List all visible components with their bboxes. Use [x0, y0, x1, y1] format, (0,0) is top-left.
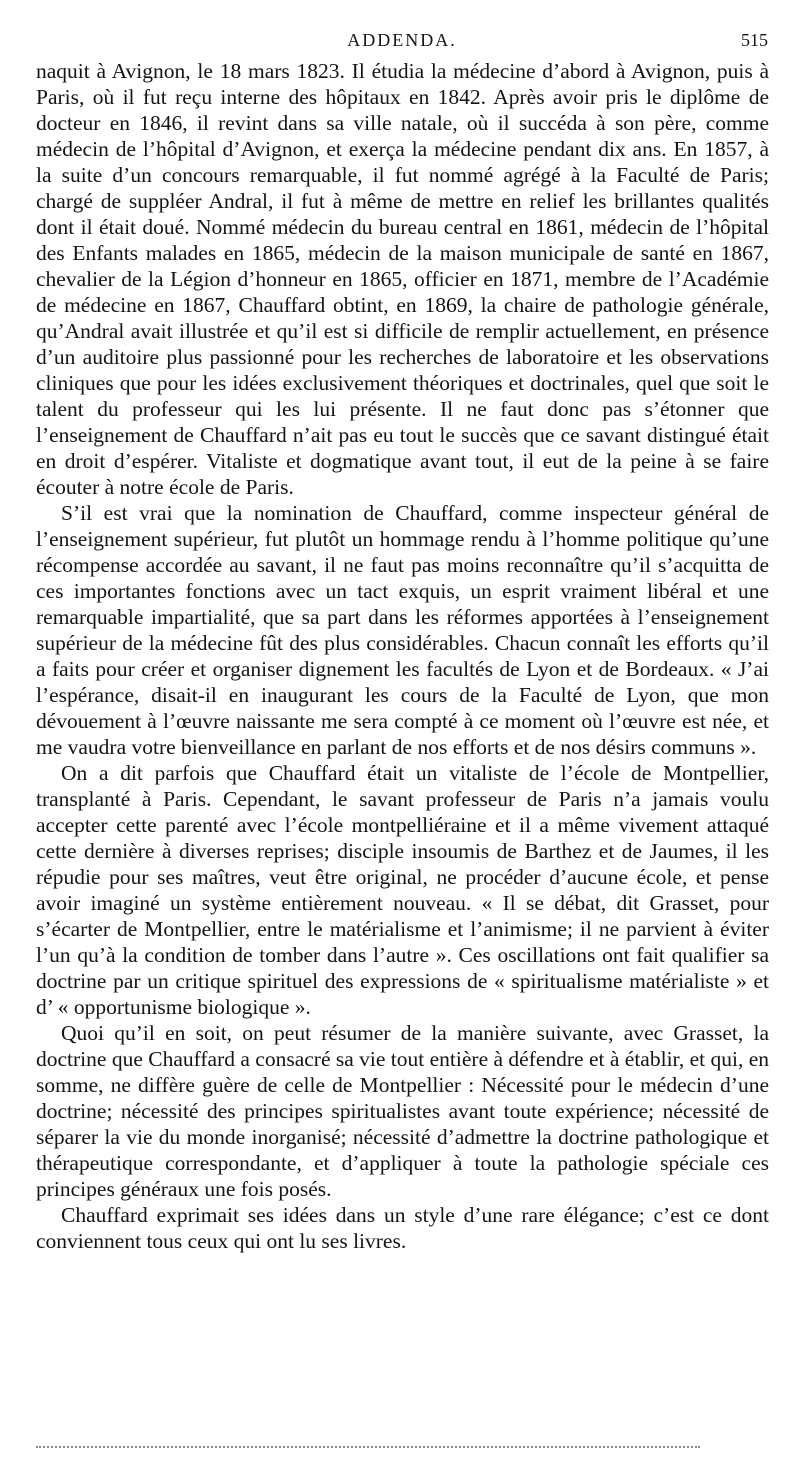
footer-dotted-rule: [36, 1446, 700, 1448]
paragraph-doctrine-summary: Quoi qu’il en soit, on peut résumer de la manière suivante, avec Grasset, la doctrine que Chauffard a consacré sa vie tout entière à défendre et à établir, et qui, en somme, ne diffère guère de celle de Montpellier : Nécessité pour le médecin d’une doctrine; nécessité des principes spiritualistes avant toute expérience; nécessité de séparer la vie du monde inorganisé; nécessité d’admettre la doctrine pathologique et thérapeutique correspondante, et d’appliquer à toute la pathologie spéciale ces principes généraux une fois posés.: [36, 1021, 769, 1201]
running-title: ADDENDA.: [347, 30, 457, 50]
body-text: [36, 58, 769, 1254]
paragraph-biography: naquit à Avignon, le 18 mars 1823. Il étudia la médecine d’abord à Avignon, puis à Paris, où il fut reçu interne des hôpitaux en 1842. Après avoir pris le diplôme de docteur en 1846, il revint dans sa ville natale, où il succéda à son père, comme médecin de l’hôpital d’Avignon, et exerça la médecine pendant dix ans. En 1857, à la suite d’un concours remarquable, il fut nommé agrégé à la Faculté de Paris; chargé de suppléer Andral, il fut à même de mettre en relief les brillantes qualités dont il était doué. Nommé médecin du bureau central en 1861, médecin de l’hôpital des Enfants malades en 1865, médecin de la maison municipale de santé en 1867, chevalier de la Légion d’honneur en 1865, officier en 1871, membre de l’Académie de médecine en 1867, Chauffard obtint, en 1869, la chaire de pathologie générale, qu’Andral avait illustrée et qu’il est si difficile de remplir actuellement, en présence d’un auditoire plus passionné pour les recherches de laboratoire et les observations cliniques que pour les idées exclusivement théoriques et doctrinales, quel que soit le talent du professeur qui les lui présente. Il ne faut donc pas s’étonner que l’enseignement de Chauffard n’ait pas eu tout le succès que ce savant distingué était en droit d’espérer. Vitaliste et dogmatique avant tout, il eut de la peine à se faire écouter à notre école de Paris.: [36, 59, 769, 499]
running-header: [36, 30, 768, 56]
paragraph-montpellier-vitalism: On a dit parfois que Chauffard était un vitaliste de l’école de Montpellier, transplanté à Paris. Cependant, le savant professeur de Paris n’a jamais voulu accepter cette parenté avec l’école montpelliéraine et il a même vivement attaqué cette dernière à diverses reprises; disciple insoumis de Barthez et de Jaumes, il les répudie pour ses maîtres, veut être original, ne procéder d’aucune école, et pense avoir imaginé un système entièrement nouveau. « Il se débat, dit Grasset, pour s’écarter de Montpellier, entre le matérialisme et l’animisme; il ne parvient à éviter l’un qu’à la condition de tomber dans l’autre ». Ces oscillations ont fait qualifier sa doctrine par un critique spirituel des expressions de « spiritualisme matérialiste » et d’ « opportunisme biologique ».: [36, 761, 769, 1019]
page-number: 515: [741, 30, 768, 50]
paragraph-inspector-general: S’il est vrai que la nomination de Chauffard, comme inspecteur général de l’enseignement supérieur, fut plutôt un hommage rendu à l’homme politique qu’une récompense accordée au savant, il ne faut pas moins reconnaître qu’il s’acquitta de ces importantes fonctions avec un tact exquis, un esprit vraiment libéral et une remarquable impartialité, que sa part dans les réformes apportées à l’enseignement supérieur de la médecine fût des plus considérables. Chacun connaît les efforts qu’il a faits pour créer et organiser dignement les facultés de Lyon et de Bordeaux. « J’ai l’espérance, disait-il en inaugurant les cours de la Faculté de Lyon, que mon dévouement à l’œuvre naissante me sera compté à ce moment où l’œuvre est née, et me vaudra votre bienveillance en parlant de nos efforts et de nos désirs communs ».: [36, 501, 769, 759]
paragraph-style: Chauffard exprimait ses idées dans un style d’une rare élégance; c’est ce dont conviennent tous ceux qui ont lu ses livres.: [36, 1203, 769, 1253]
